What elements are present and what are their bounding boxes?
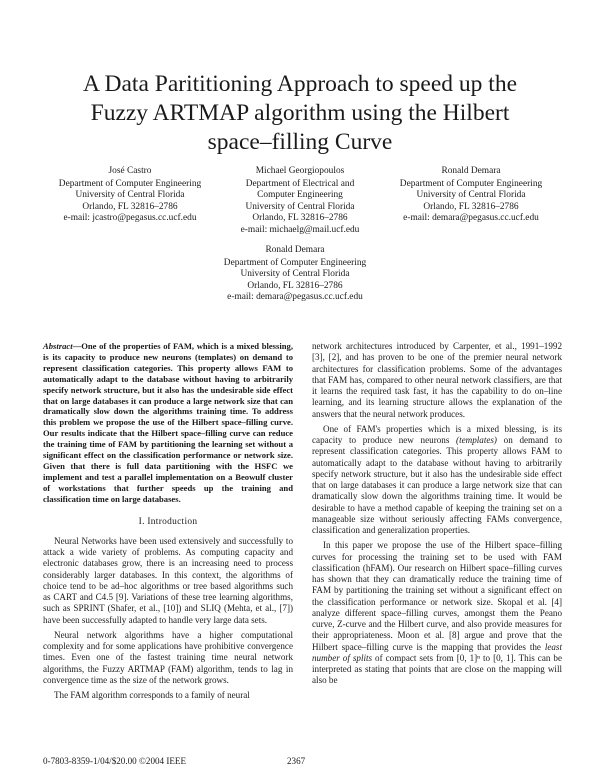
abstract-label: Abstract <box>43 341 73 351</box>
author-name: Michael Georgiopoulos <box>255 166 345 176</box>
section-heading: I. Introduction <box>138 516 198 527</box>
paper-title <box>40 70 560 157</box>
author-block-castro <box>45 166 215 225</box>
author-email: e-mail: jcastro@pegasus.cc.ucf.edu <box>63 213 197 224</box>
title-line: Fuzzy ARTMAP algorithm using the Hilbert <box>90 100 510 126</box>
author-address: Orlando, FL 32816–2786 <box>247 280 343 291</box>
text-run: One of FAM's properties which is a mixed blessing, is its capacity to produce new neurons <box>312 423 562 445</box>
body-paragraph: Neural Networks have been used extensively and successfully to attack a wide variety of problems. As computing capacity and electronic databases grow, there is an increasing need to process considerably larger databases. In this context, the algorithms of choice tend to be ad–hoc algorithms or tree based algorithms such as CART and C4.5 [9]. Variations of these tree learning algorithms, such as SPRINT (Shafer, et al., [10]) and SLIQ (Mehta, et al., [7]) have been successfully adapted to handle very large data sets. <box>43 535 293 625</box>
author-affiliation: University of Central Florida <box>416 190 526 201</box>
author-affiliation: Computer Engineering <box>257 190 343 201</box>
page-number: 2367 <box>287 756 306 766</box>
title-line: A Data Parititioning Approach to speed up the <box>82 71 517 97</box>
body-paragraph: The FAM algorithm corresponds to a family of neural <box>54 690 250 701</box>
author-name: José Castro <box>108 166 152 176</box>
text-run: on demand to represent classification categories. This property allows FAM to automatically adapt to the database without having to arbitrarily specify network structure, but it also has the undesirable side effect that on large databases it can produce a large network size that can dramatically slow down the algorithms training time. It would be desirable to have a method capable of keeping the training set on a manageable size without seriously affecting FAMs convergence, classification and generalization properties. <box>312 435 562 535</box>
abstract-text: —One of the properties of FAM, which is a mixed blessing, is its capacity to produce new neurons (templates) on demand to represent classification categories. This property allows FAM to automatically adapt to the database without having to arbitrarily specify network structure, but it also has the undesirable side effect that on large databases it can produce a large network size that can dramatically slow down the algorithms training time. To address this problem we propose the use of the Hilbert space–filling curve. Our results indicate that the Hilbert space–filling curve can reduce the training time of FAM by partitioning the learning set without a significant effect on the classification performance or network size. Given that there is full data partitioning with the HSFC we implement and test a parallel implementation on a Beowulf cluster of workstations that further speeds up the training and classification time on large databases. <box>43 341 293 504</box>
author-block-demara-2 <box>200 245 390 304</box>
author-email: e-mail: demara@pegasus.cc.ucf.edu <box>403 213 539 224</box>
author-affiliation: Department of Computer Engineering <box>58 178 202 189</box>
text-run: In this paper we propose the use of the Hilbert space–filling curves for processing the training set to be used with FAM classification (hFAM). Our research on Hilbert space–filling curves has shown that they can dramatically reduce the training time of FAM by partitioning the training set without a significant effect on the classification performance or network size. Skopal et al. [4] analyze different space–filling curves, amongst them the Peano curve, Z-curve and the Hilbert curve, and also provide measures for their appropriateness. Moon et al. [8] argue and prove that the Hilbert space–filling curve is the mapping that provides the <box>312 540 562 652</box>
author-address: Orlando, FL 32816–2786 <box>82 201 178 212</box>
author-affiliation: Department of Electrical and <box>245 178 355 189</box>
body-paragraph <box>312 540 562 686</box>
author-affiliation: Department of Computer Engineering <box>223 257 367 268</box>
author-address: Orlando, FL 32816–2786 <box>252 213 348 224</box>
body-paragraph: Neural network algorithms have a higher computational complexity and for some applications have prohibitive convergence times. Even one of the fastest training time neural network algorithms, the Fuzzy ARTMAP (FAM) algorithm, tends to lag in convergence time as the size of the network grows. <box>43 629 293 685</box>
author-name: Ronald Demara <box>441 166 501 176</box>
abstract <box>43 341 293 505</box>
author-affiliation: University of Central Florida <box>240 269 350 280</box>
author-email: e-mail: demara@pegasus.cc.ucf.edu <box>227 292 363 303</box>
author-name: Ronald Demara <box>265 245 325 255</box>
author-affiliation: Department of Computer Engineering <box>399 178 543 189</box>
text-run: of compact sets from [0, 1]ⁿ to [0, 1]. This can be interpreted as stating that points that are close on the mapping will also be <box>312 652 562 686</box>
author-block-georgiopoulos <box>215 166 385 237</box>
left-column <box>43 341 293 701</box>
right-column <box>312 341 562 687</box>
author-block-demara <box>385 166 557 225</box>
author-email: e-mail: michaelg@mail.ucf.edu <box>240 224 360 235</box>
emphasis-text: (templates) <box>456 435 497 445</box>
author-address: Orlando, FL 32816–2786 <box>423 201 519 212</box>
copyright-footer: 0-7803-8359-1/04/$20.00 ©2004 IEEE <box>43 756 187 766</box>
emphasis-text: least number of splits <box>312 641 562 663</box>
title-line: space–filling Curve <box>207 129 393 155</box>
author-affiliation: University of Central Florida <box>245 201 355 212</box>
body-paragraph: network architectures introduced by Carpenter, et al., 1991–1992 [3], [2], and has proven to be one of the premier neural network architectures for classification problems. Some of the advantages that FAM has, compared to other neural network classifiers, are that it learns the required task fast, it has the capability to do on–line learning, and its learning structure allows the explanation of the answers that the neural network produces. <box>312 341 562 419</box>
author-affiliation: University of Central Florida <box>75 190 185 201</box>
body-paragraph <box>312 424 562 537</box>
